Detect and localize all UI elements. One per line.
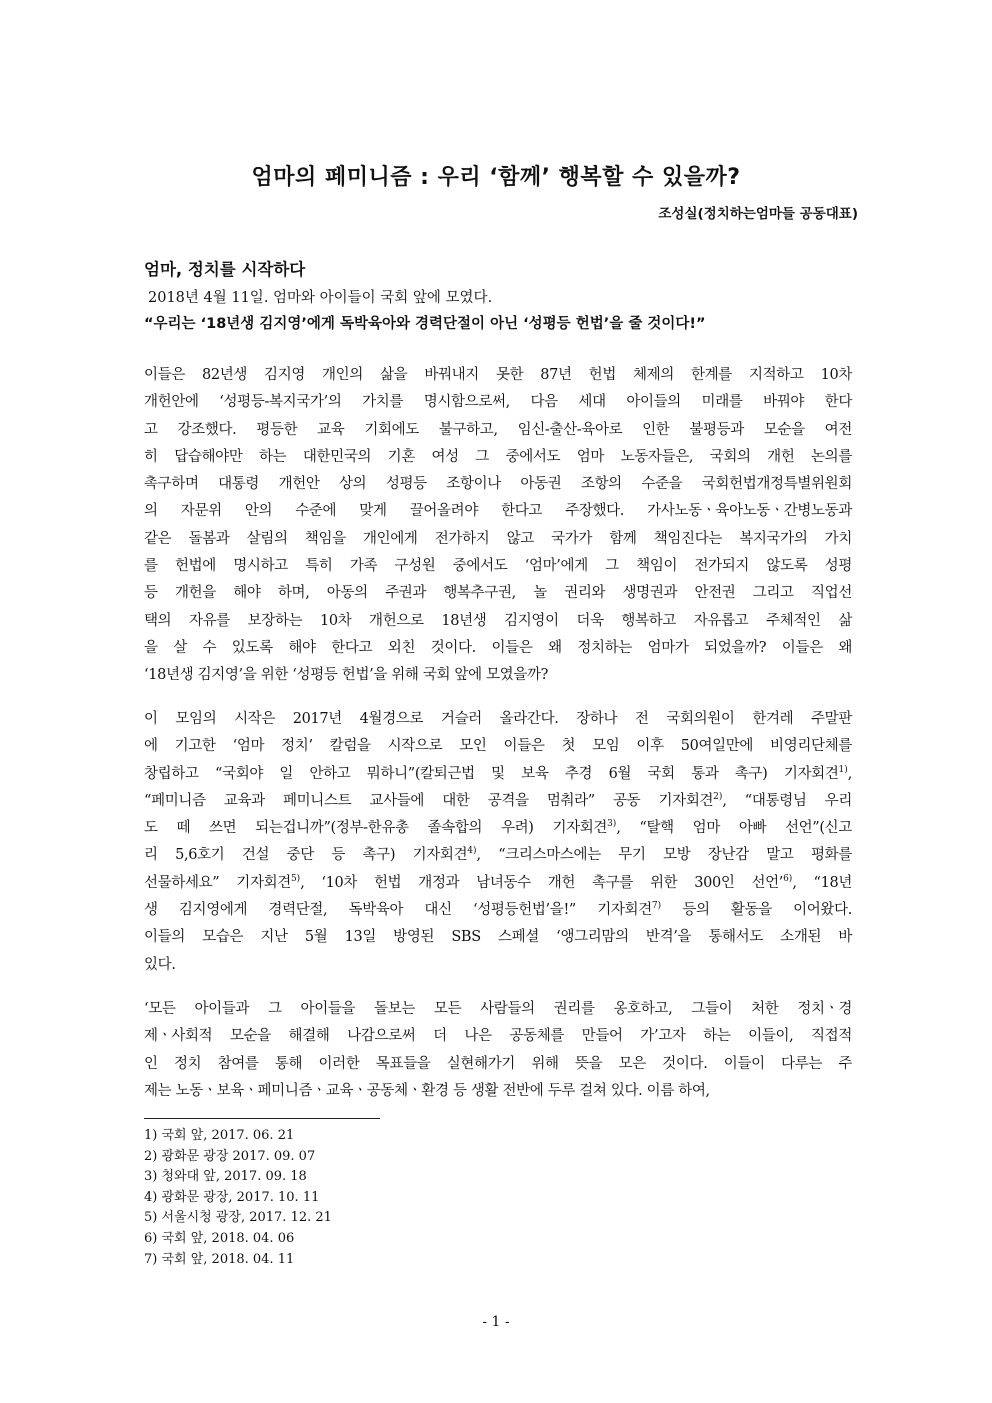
paragraph-line: 를 헌법에 명시하고 특히 가족 구성원 중에서도 ‘엄마’에게 그 책임이 전가되지 않도록 성평 bbox=[144, 558, 852, 575]
paragraph-line: 택의 자유를 보장하는 10차 개헌으로 18년생 김지영이 더욱 행복하고 자유롭고 주체적인 삶 bbox=[144, 612, 852, 629]
paragraph-line: 제ㆍ사회적 모순을 해결해 나감으로써 더 나은 공동체를 만들어 가’고자 하는 이들이, 직접적 bbox=[144, 1028, 852, 1045]
paragraph-line: 같은 돌봄과 살림의 책임을 개인에게 전가하지 않고 국가가 함께 책임진다는 복지국가의 가치 bbox=[144, 530, 852, 547]
paragraph-line: 에 기고한 ‘엄마 정치’ 칼럼을 시작으로 모인 이들은 첫 모임 이후 50여일만에 비영리단체를 bbox=[144, 738, 852, 755]
paragraph-line: 의 자문위 안의 수준에 맞게 끌어올려야 한다고 주장했다. 가사노동ㆍ육아노동ㆍ간병노동과 bbox=[144, 503, 852, 520]
paragraph-line: 촉구하며 대통령 개헌안 상의 성평등 조항이나 아동권 조항의 수준을 국회헌법개정특별위원회 bbox=[144, 476, 852, 493]
slogan-quote: “우리는 ‘18년생 김지영’에게 독박육아와 경력단절이 아닌 ‘성평등 헌법’을 줄 것이다!” bbox=[144, 316, 706, 332]
paragraph-line: ‘18년생 김지영’을 위한 ‘성평등 헌법’을 위해 국회 앞에 모였을까? bbox=[144, 667, 549, 684]
footnote-item: 3) 청와대 앞, 2017. 09. 18 bbox=[144, 1169, 307, 1185]
paragraph-line: 선물하세요” 기자회견$^{5)}$, ‘10차 헌법 개정과 남녀동수 개헌 촉구를 위한 300인 선언’$^{6)}$, “18년 bbox=[144, 873, 853, 891]
intro-line: 2018년 4월 11일. 엄마와 아이들이 국회 앞에 모였다. bbox=[148, 290, 493, 306]
paragraph-line: 이들은 82년생 김지영 개인의 삶을 바꿔내지 못한 87년 헌법 체제의 한계를 지적하고 10차 bbox=[144, 367, 852, 383]
footnote-marker: 3) bbox=[607, 819, 617, 830]
paragraph-line: 도 떼 쓰면 되는겁니까”(정부-한유총 졸속합의 우려) 기자회견$^{3)}$, “탈핵 엄마 아빠 선언”(신고 bbox=[144, 819, 852, 837]
footnote-marker: 6) bbox=[783, 873, 793, 884]
paragraph-line: ‘모든 아이들과 그 아이들을 돌보는 모든 사람들의 권리를 옹호하고, 그들이 처한 정치ㆍ경 bbox=[144, 1001, 852, 1017]
footnote-item: 4) 광화문 광장, 2017. 10. 11 bbox=[144, 1189, 320, 1205]
footnote-list bbox=[144, 1126, 332, 1270]
footnote-item: 7) 국회 앞, 2018. 04. 11 bbox=[144, 1251, 295, 1267]
paragraph-line: 이 모임의 시작은 2017년 4월경으로 거슬러 올라간다. 장하나 전 국회의원이 한겨레 주말판 bbox=[144, 711, 852, 727]
footnote-marker: 7) bbox=[651, 901, 662, 912]
footnote-separator bbox=[144, 1118, 380, 1119]
section-heading: 엄마, 정치를 시작하다 bbox=[144, 260, 306, 279]
footnote-marker: 5) bbox=[290, 873, 301, 884]
document-title: 엄마의 페미니즘 : 우리 ‘함께’ 행복할 수 있을까? bbox=[251, 165, 741, 190]
paragraph-line: 있다. bbox=[144, 956, 176, 973]
paragraph-line: 히 답습해야만 하는 대한민국의 기혼 여성 그 중에서도 엄마 노동자들은, 국회의 개헌 논의를 bbox=[144, 448, 852, 465]
body-paragraph bbox=[144, 706, 852, 979]
author-byline: 조성실(정치하는엄마들 공동대표) bbox=[658, 206, 858, 222]
footnote-marker: 4) bbox=[467, 846, 477, 857]
paragraph-line: 을 살 수 있도록 해야 한다고 외친 것이다. 이들은 왜 정치하는 엄마가 되었을까? 이들은 왜 bbox=[144, 639, 852, 656]
body-paragraph bbox=[144, 996, 852, 1105]
paragraph-line: 생 김지영에게 경력단절, 독박육아 대신 ‘성평등헌법’을!” 기자회견$^{7)}$ 등의 활동을 이어왔다. bbox=[144, 901, 853, 919]
paragraph-line: “페미니즘 교육과 페미니스트 교사들에 대한 공격을 멈춰라” 공동 기자회견$^{2)}$, “대통령님 우리 bbox=[144, 792, 852, 809]
footnote-marker: 2) bbox=[713, 792, 723, 803]
footnote-item: 2) 광화문 광장 2017. 09. 07 bbox=[144, 1148, 316, 1164]
paragraph-line: 리 5,6호기 건설 중단 등 촉구) 기자회견$^{4)}$, “크리스마스에는 무기 모방 장난감 말고 평화를 bbox=[144, 846, 852, 864]
paragraph-line: 개헌안에 ‘성평등-복지국가’의 가치를 명시함으로써, 다음 세대 아이들의 미래를 바꿔야 한다 bbox=[144, 394, 852, 411]
footnote-item: 6) 국회 앞, 2018. 04. 06 bbox=[144, 1230, 295, 1246]
paragraph-line: 고 강조했다. 평등한 교육 기회에도 불구하고, 임신-출산-육아로 인한 불평등과 모순을 여전 bbox=[144, 421, 852, 438]
footnote-marker: 1) bbox=[838, 764, 848, 775]
paragraph-line: 이들의 모습은 지난 5월 13일 방영된 SBS 스페셜 ‘앵그리맘의 반격’을 통해서도 소개된 바 bbox=[144, 929, 852, 946]
paragraph-line: 제는 노동ㆍ보육ㆍ페미니즘ㆍ교육ㆍ공동체ㆍ환경 등 생활 전반에 두루 걸쳐 있다. 이름 하여, bbox=[144, 1082, 710, 1099]
paragraph-line: 창립하고 “국회야 일 안하고 뭐하니”(칼퇴근법 및 보육 추경 6월 국회 통과 촉구) 기자회견$^{1)}$, bbox=[144, 764, 852, 782]
paragraph-line: 등 개헌을 해야 하며, 아동의 주권과 행복추구권, 놀 권리와 생명권과 안전권 그리고 직업선 bbox=[144, 585, 852, 602]
footnote-item: 1) 국회 앞, 2017. 06. 21 bbox=[144, 1128, 295, 1143]
body-paragraph bbox=[144, 362, 852, 690]
footnote-item: 5) 서울시청 광장, 2017. 12. 21 bbox=[144, 1210, 332, 1226]
paragraph-line: 인 정치 참여를 통해 이러한 목표들을 실현해가기 위해 뜻을 모은 것이다. 이들이 다루는 주 bbox=[144, 1055, 852, 1072]
page-number: - 1 - bbox=[482, 1314, 510, 1330]
